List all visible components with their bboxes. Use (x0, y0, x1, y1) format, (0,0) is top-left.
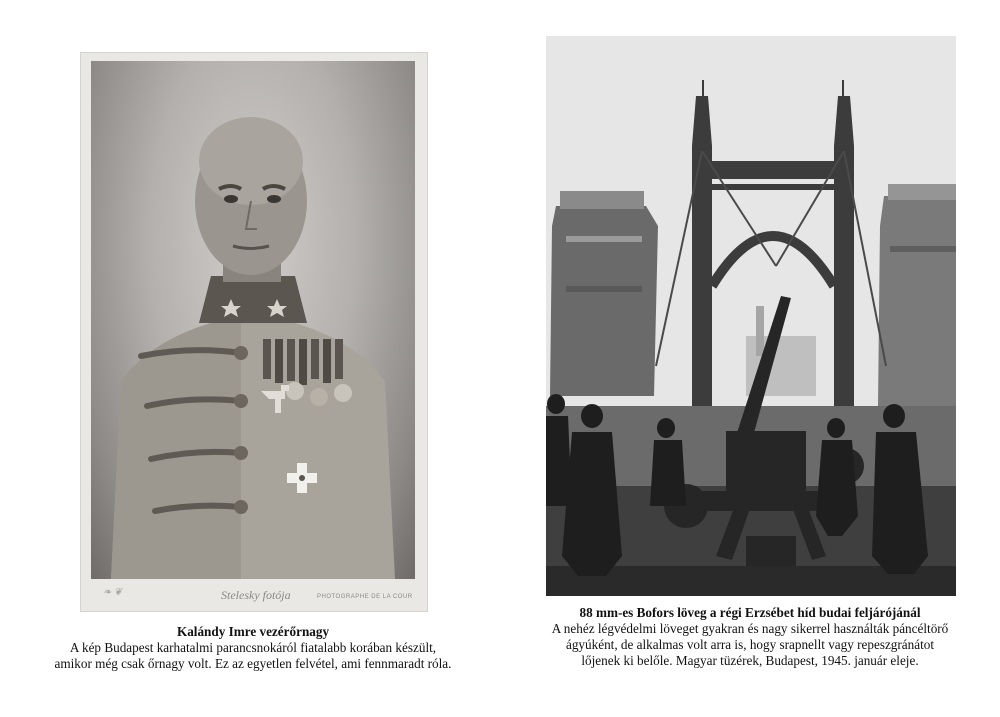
studio-stamp: PHOTOGRAPHE DE LA COUR (317, 594, 413, 600)
studio-emblem-mark: ❧ ❦ (103, 587, 123, 598)
left-photo-caption (30, 624, 476, 672)
photographer-signature: Stelesky fotója (221, 588, 291, 602)
left-caption-title: Kalándy Imre vezérőrnagy (176, 624, 330, 639)
right-caption-line: lőjenek ki belőle. Magyar tüzérek, Budapest, 1945. január eleje. (581, 653, 919, 668)
bridge-gun-illustration (546, 36, 956, 596)
portrait-photo-card (80, 52, 428, 612)
portrait-illustration (91, 61, 415, 579)
bridge-gun-photo (546, 36, 956, 596)
right-caption-line: A nehéz légvédelmi löveget gyakran és nagy sikerrel használták páncéltörő (551, 621, 949, 636)
right-photo-caption (500, 605, 1000, 669)
left-caption-line: A kép Budapest karhatalmi parancsnokáról fiatalabb korában készült, (69, 640, 437, 655)
portrait-photo (91, 61, 415, 579)
right-caption-title: 88 mm-es Bofors löveg a régi Erzsébet híd budai feljárójánál (579, 605, 921, 620)
left-caption-line: amikor még csak őrnagy volt. Ez az egyetlen felvétel, ami fennmaradt róla. (54, 656, 452, 671)
right-caption-line: ágyúként, de alkalmas volt arra is, hogy srapnellt vagy repeszgránátot (565, 637, 935, 652)
